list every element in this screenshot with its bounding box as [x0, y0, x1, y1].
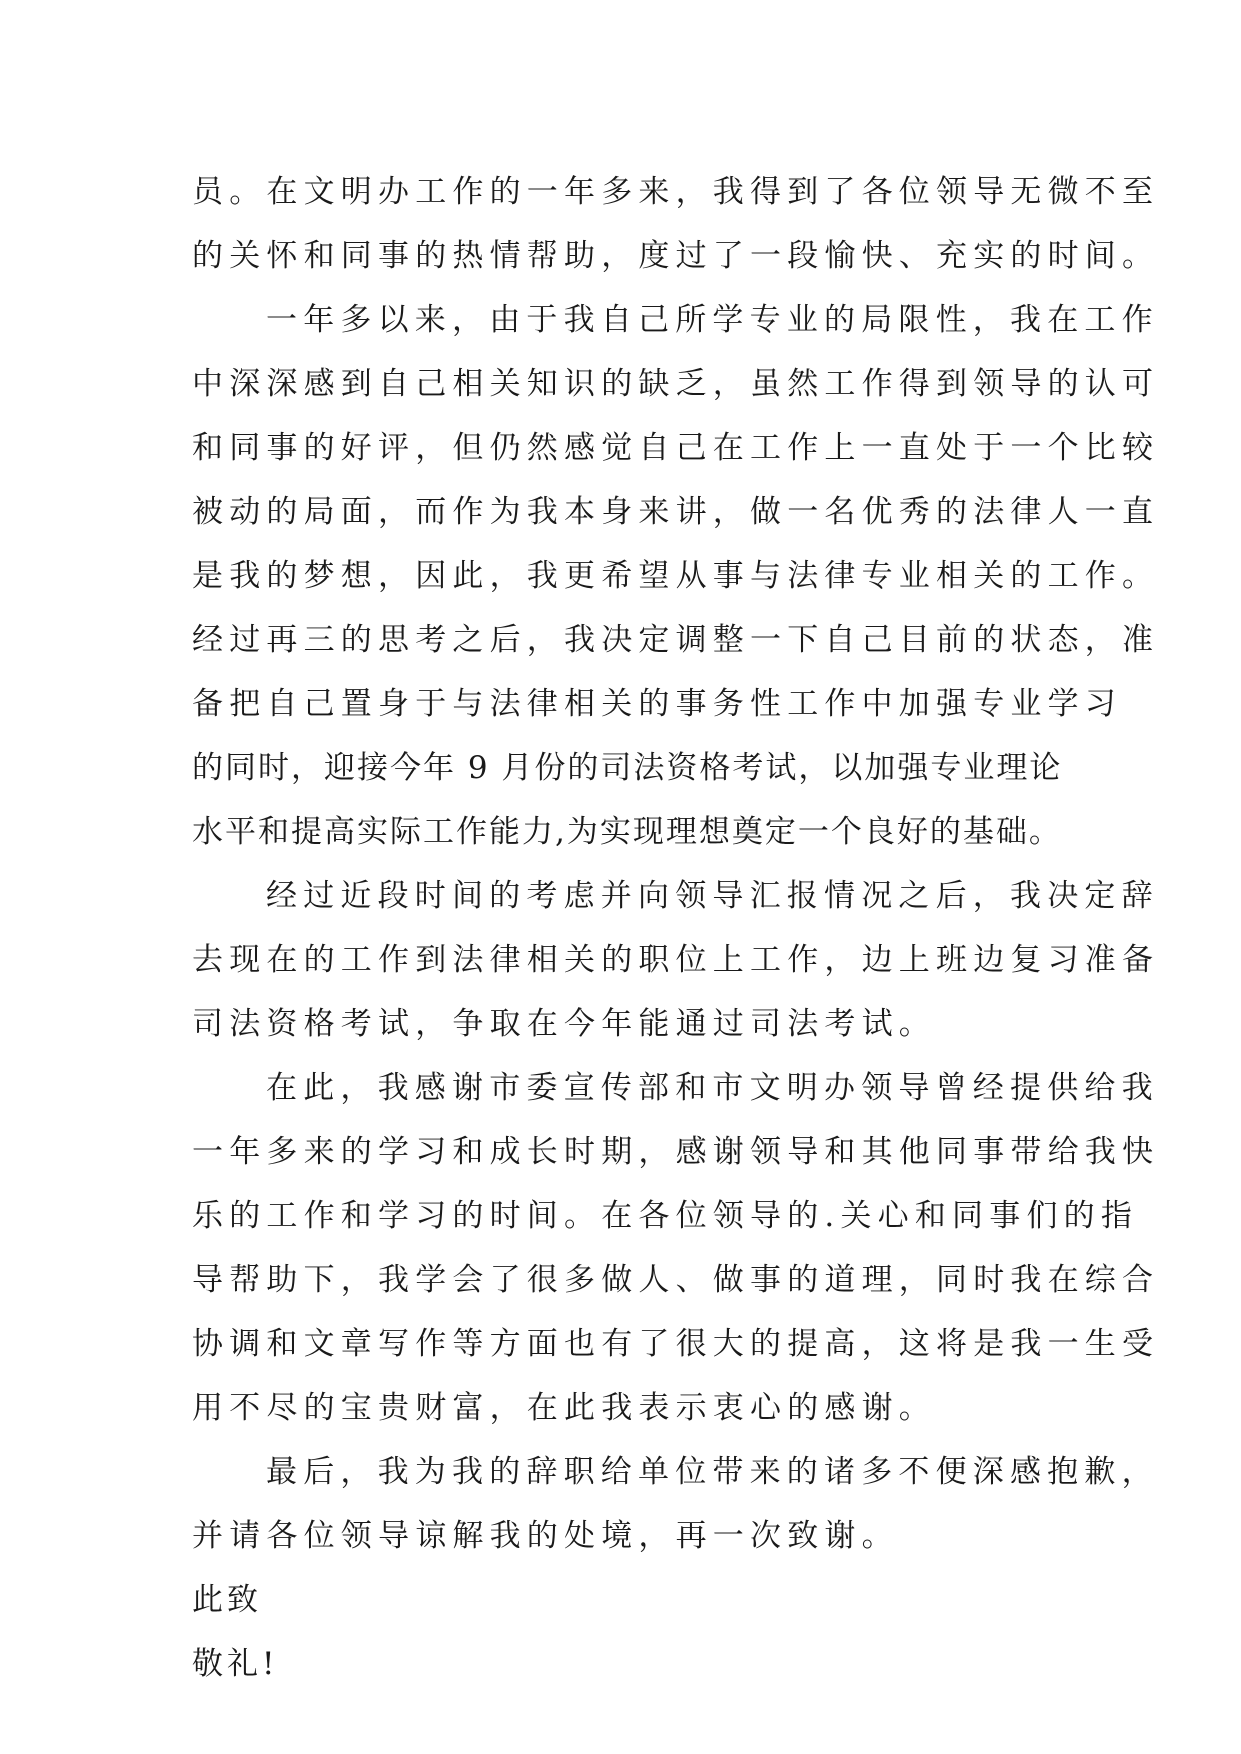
text-line: 去现在的工作到法律相关的职位上工作，边上班边复习准备	[192, 942, 1160, 978]
text-line: 一年多来的学习和成长时期，感谢领导和其他同事带给我快	[192, 1134, 1160, 1170]
text-line: 和同事的好评，但仍然感觉自己在工作上一直处于一个比较	[192, 430, 1160, 466]
paragraph-start-line: 最后，我为我的辞职给单位带来的诸多不便深感抱歉，	[266, 1454, 1159, 1490]
paragraph-start-line: 一年多以来，由于我自己所学专业的局限性，我在工作	[266, 302, 1159, 338]
text-line: 的同时，迎接今年 9 月份的司法资格考试，以加强专业理论	[192, 750, 1063, 786]
paragraph-start-line: 在此，我感谢市委宣传部和市文明办领导曾经提供给我	[266, 1070, 1159, 1106]
text-line: 并请各位领导谅解我的处境，再一次致谢。	[192, 1518, 899, 1554]
text-line: 经过再三的思考之后，我决定调整一下自己目前的状态，准	[192, 622, 1160, 658]
text-line: 导帮助下，我学会了很多做人、做事的道理，同时我在综合	[192, 1262, 1160, 1298]
text-line: 司法资格考试，争取在今年能通过司法考试。	[192, 1006, 936, 1042]
text-line: 被动的局面，而作为我本身来讲，做一名优秀的法律人一直	[192, 494, 1160, 530]
text-line: 中深深感到自己相关知识的缺乏，虽然工作得到领导的认可	[192, 366, 1160, 402]
text-line: 的关怀和同事的热情帮助，度过了一段愉快、充实的时间。	[192, 238, 1160, 274]
closing-salutation: 此致	[192, 1582, 262, 1618]
text-line: 协调和文章写作等方面也有了很大的提高，这将是我一生受	[192, 1326, 1160, 1362]
closing-regards: 敬礼!	[192, 1646, 279, 1682]
text-line: 水平和提高实际工作能力,为实现理想奠定一个良好的基础。	[192, 814, 1062, 850]
text-line: 员。在文明办工作的一年多来，我得到了各位领导无微不至	[192, 174, 1160, 210]
letter-body	[192, 160, 1160, 1696]
paragraph-start-line: 经过近段时间的考虑并向领导汇报情况之后，我决定辞	[266, 878, 1159, 914]
text-line: 备把自己置身于与法律相关的事务性工作中加强专业学习	[192, 686, 1122, 722]
text-line: 是我的梦想，因此，我更希望从事与法律专业相关的工作。	[192, 558, 1160, 594]
text-line: 乐的工作和学习的时间。在各位领导的.关心和同事们的指	[192, 1198, 1139, 1234]
text-line: 用不尽的宝贵财富，在此我表示衷心的感谢。	[192, 1390, 936, 1426]
